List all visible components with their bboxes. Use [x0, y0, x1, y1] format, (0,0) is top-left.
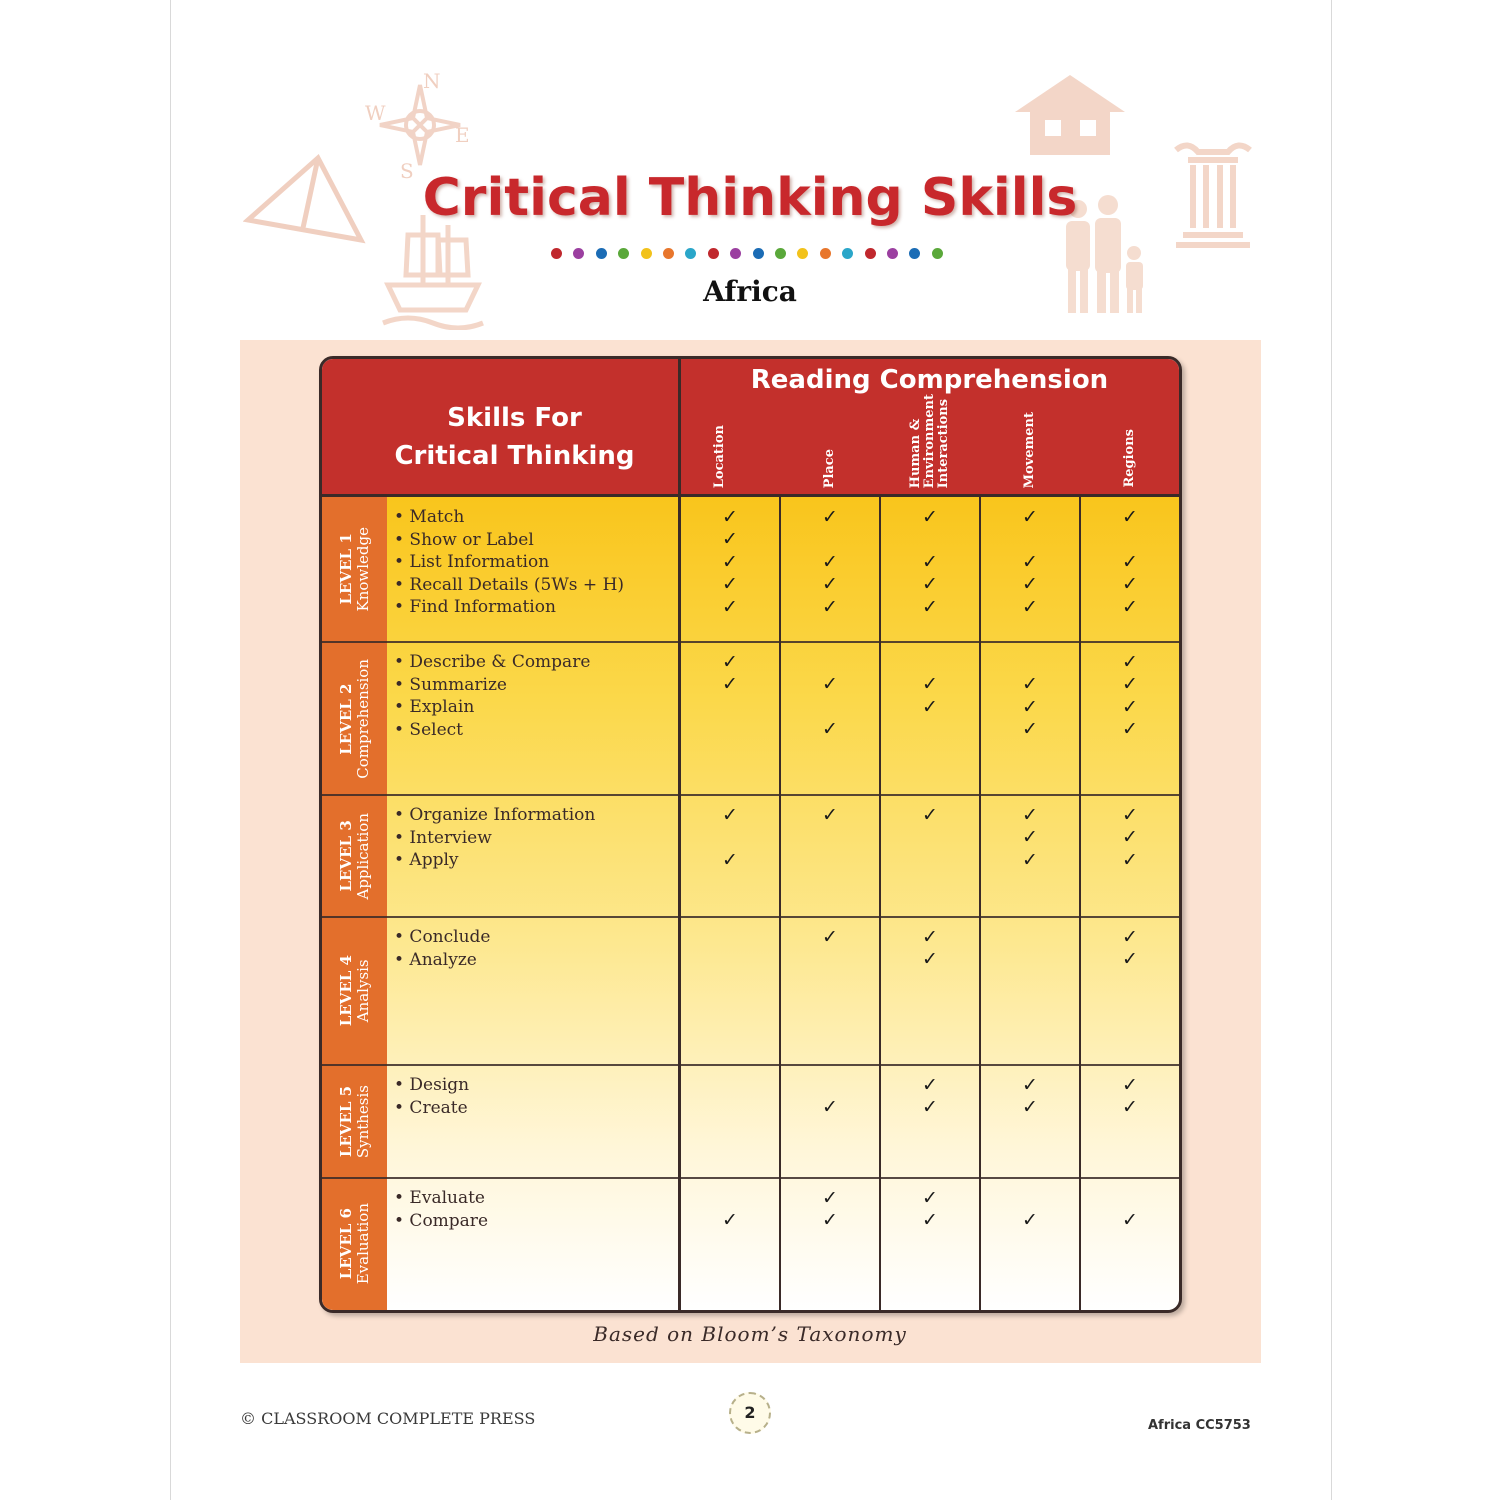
- check-mark: ✓: [922, 506, 938, 528]
- color-dot: [887, 248, 898, 259]
- check-mark: ✓: [1122, 948, 1138, 971]
- reading-comprehension-header: Reading Comprehension: [750, 365, 1109, 395]
- check-mark: ✓: [722, 595, 738, 618]
- row-divider: [322, 1064, 1179, 1066]
- level-label: [322, 497, 387, 642]
- skills-list: [394, 1187, 488, 1232]
- check-mark: ✓: [1122, 1074, 1138, 1096]
- check-mark: ✓: [1022, 573, 1038, 596]
- row-divider: [322, 916, 1179, 918]
- level-number: LEVEL 5: [336, 1085, 355, 1158]
- color-dot: [551, 248, 562, 259]
- check-mark: ✓: [1122, 1096, 1138, 1119]
- check-mark: ✓: [1122, 673, 1138, 696]
- column-divider: [678, 497, 681, 1310]
- column-header: Place: [822, 448, 837, 488]
- skill-item: • List Information: [394, 552, 550, 572]
- skill-item: • Match: [394, 507, 465, 527]
- check-mark: ✓: [1122, 573, 1138, 596]
- level-number: LEVEL 4: [336, 955, 355, 1027]
- check-mark: ✓: [922, 673, 938, 696]
- check-mark: ✓: [722, 550, 738, 573]
- check-mark: ✓: [922, 595, 938, 618]
- skills-list: [394, 506, 624, 619]
- level-number: LEVEL 6: [336, 1208, 355, 1280]
- skill-item: • Describe & Compare: [394, 652, 591, 672]
- check-mark: ✓: [822, 718, 838, 741]
- column-divider: [779, 497, 781, 1310]
- check-mark: ✓: [1022, 848, 1038, 871]
- skills-list: [394, 651, 590, 741]
- check-mark: ✓: [1122, 506, 1138, 528]
- svg-text:W: W: [365, 101, 386, 125]
- check-mark: ✓: [1022, 550, 1038, 573]
- column-header: Human & Environment Interactions: [908, 393, 951, 488]
- check-mark: ✓: [1122, 1209, 1138, 1232]
- skills-list: [394, 804, 595, 872]
- check-mark: ✓: [1022, 506, 1038, 528]
- color-dot: [663, 248, 674, 259]
- check-mark: ✓: [822, 506, 838, 528]
- color-dot: [865, 248, 876, 259]
- check-mark: ✓: [922, 550, 938, 573]
- check-mark: ✓: [922, 804, 938, 826]
- footer-note: Based on Bloom’s Taxonomy: [593, 1322, 907, 1346]
- column-divider: [1079, 497, 1081, 1310]
- color-dot: [932, 248, 943, 259]
- check-mark: ✓: [1122, 550, 1138, 573]
- check-mark: ✓: [722, 651, 738, 673]
- publisher-logo: © CLASSROOM COMPLETE PRESS: [240, 1409, 536, 1428]
- level-label: [322, 642, 387, 795]
- skill-item: • Find Information: [394, 597, 556, 617]
- skill-item: • Apply: [394, 850, 459, 870]
- skill-item: • Summarize: [394, 674, 507, 695]
- level-name: Evaluation: [353, 1203, 372, 1285]
- check-mark: ✓: [1122, 926, 1138, 948]
- level-label: [322, 1178, 387, 1310]
- level-name: Comprehension: [353, 658, 372, 779]
- check-mark: ✓: [822, 573, 838, 596]
- check-mark: ✓: [1122, 826, 1138, 849]
- level-number: LEVEL 1: [336, 533, 355, 606]
- column-header: Movement: [1022, 411, 1037, 488]
- check-mark: ✓: [722, 573, 738, 596]
- check-mark: ✓: [822, 926, 838, 948]
- check-mark: ✓: [922, 926, 938, 948]
- check-mark: ✓: [722, 673, 738, 696]
- skill-item: • Show or Label: [394, 529, 534, 550]
- check-mark: ✓: [1022, 1096, 1038, 1119]
- color-dot: [775, 248, 786, 259]
- check-mark: ✓: [922, 1074, 938, 1096]
- check-mark: ✓: [822, 1187, 838, 1209]
- check-mark: ✓: [1022, 595, 1038, 618]
- level-label: [322, 795, 387, 917]
- check-mark: ✓: [1022, 826, 1038, 849]
- skill-item: • Create: [394, 1097, 468, 1118]
- check-mark: ✓: [1122, 651, 1138, 673]
- product-code: Africa CC5753: [1148, 1418, 1251, 1433]
- check-mark: ✓: [822, 673, 838, 696]
- level-name: Synthesis: [353, 1084, 372, 1159]
- check-mark: ✓: [1122, 695, 1138, 718]
- color-dot: [820, 248, 831, 259]
- row-divider: [322, 641, 1179, 643]
- check-mark: ✓: [722, 804, 738, 826]
- skill-item: • Recall Details (5Ws + H): [394, 574, 625, 595]
- check-mark: ✓: [1022, 804, 1038, 826]
- check-mark: ✓: [722, 1209, 738, 1232]
- color-dot: [641, 248, 652, 259]
- svg-text:N: N: [423, 70, 441, 93]
- check-mark: ✓: [1022, 1209, 1038, 1232]
- check-mark: ✓: [1122, 718, 1138, 741]
- skill-item: • Explain: [394, 697, 475, 717]
- level-name: Application: [353, 812, 372, 900]
- check-mark: ✓: [722, 506, 738, 528]
- skill-item: • Conclude: [394, 927, 491, 947]
- skills-list: [394, 1074, 469, 1119]
- level-number: LEVEL 3: [336, 820, 355, 892]
- page-title: Critical Thinking Skills: [422, 168, 1078, 228]
- check-mark: ✓: [1122, 804, 1138, 826]
- skill-item: • Organize Information: [394, 805, 596, 825]
- color-dot: [753, 248, 764, 259]
- skill-item: • Design: [394, 1075, 470, 1095]
- table-header: [322, 359, 1179, 494]
- check-mark: ✓: [722, 528, 738, 551]
- page-number: 2: [729, 1392, 771, 1434]
- house-icon: [1010, 70, 1130, 160]
- check-mark: ✓: [922, 948, 938, 971]
- check-mark: ✓: [1022, 1074, 1038, 1096]
- skill-item: • Select: [394, 719, 463, 740]
- column-header: Regions: [1122, 429, 1137, 488]
- check-mark: ✓: [822, 550, 838, 573]
- row-divider: [322, 794, 1179, 796]
- skills-list: [394, 926, 490, 971]
- check-mark: ✓: [1022, 695, 1038, 718]
- svg-text:S: S: [400, 159, 414, 183]
- page-subtitle: Africa: [703, 275, 797, 308]
- row-divider: [322, 1177, 1179, 1179]
- check-mark: ✓: [922, 1187, 938, 1209]
- check-mark: ✓: [722, 848, 738, 871]
- table-body: [322, 497, 1179, 1310]
- skills-header: [322, 399, 707, 475]
- check-mark: ✓: [1022, 718, 1038, 741]
- check-mark: ✓: [922, 695, 938, 718]
- skill-item: • Evaluate: [394, 1188, 485, 1208]
- check-mark: ✓: [1022, 673, 1038, 696]
- level-name: Analysis: [353, 959, 372, 1023]
- level-label: [322, 917, 387, 1065]
- check-mark: ✓: [1122, 595, 1138, 618]
- skills-table: [319, 356, 1182, 1313]
- level-label: [322, 1065, 387, 1178]
- column-header: Location: [712, 424, 727, 488]
- skill-item: • Compare: [394, 1210, 488, 1231]
- column-divider: [979, 497, 981, 1310]
- column-divider: [879, 497, 881, 1310]
- level-name: Knowledge: [353, 527, 372, 612]
- skills-header-line1: Skills For: [447, 403, 582, 433]
- check-mark: ✓: [822, 595, 838, 618]
- color-dot: [708, 248, 719, 259]
- check-mark: ✓: [922, 573, 938, 596]
- check-mark: ✓: [1122, 848, 1138, 871]
- color-dot: [596, 248, 607, 259]
- check-mark: ✓: [922, 1209, 938, 1232]
- check-mark: ✓: [822, 1209, 838, 1232]
- skill-item: • Interview: [394, 827, 492, 848]
- level-number: LEVEL 2: [336, 682, 355, 755]
- svg-text:E: E: [455, 123, 470, 147]
- check-mark: ✓: [822, 804, 838, 826]
- check-mark: ✓: [822, 1096, 838, 1119]
- skill-item: • Analyze: [394, 949, 477, 970]
- skills-header-line2: Critical Thinking: [394, 441, 635, 471]
- check-mark: ✓: [922, 1096, 938, 1119]
